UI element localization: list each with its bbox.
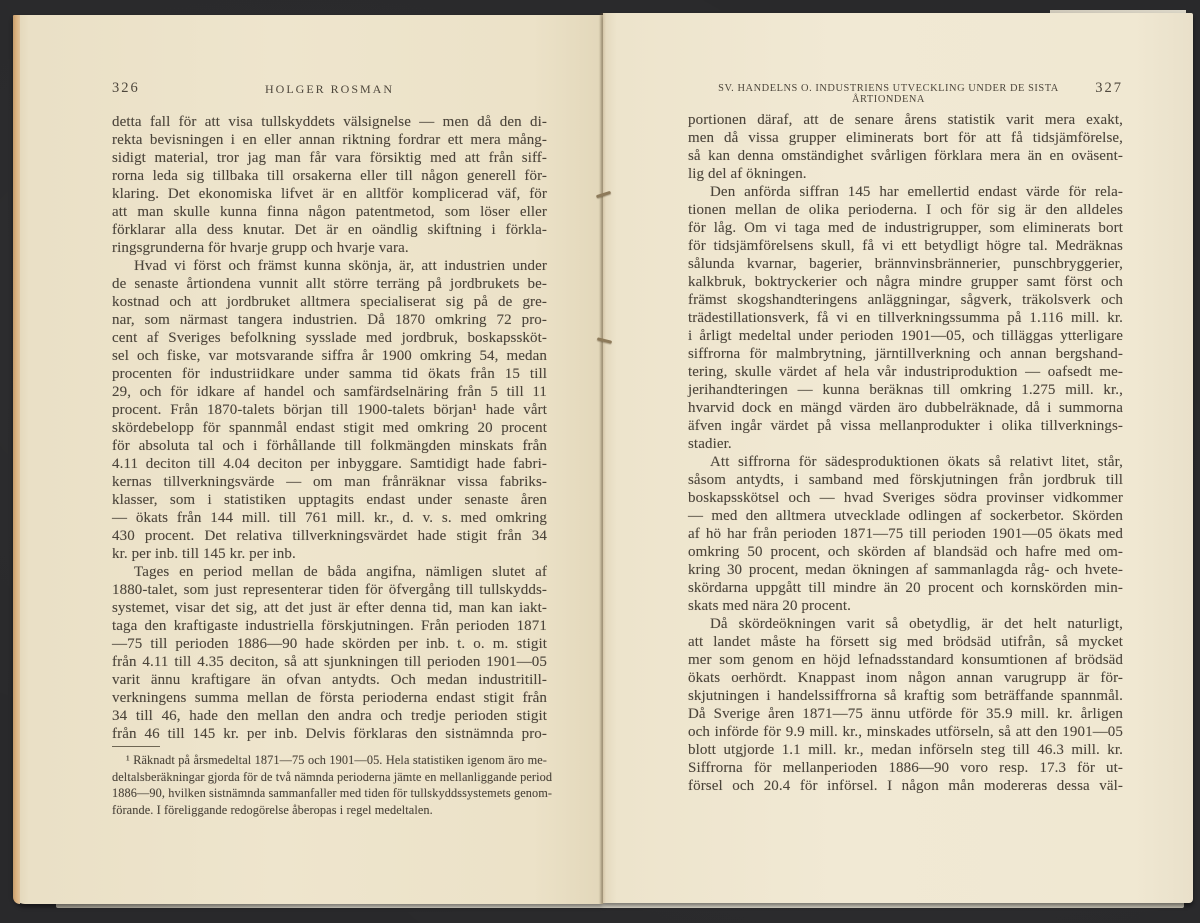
text-line: sidigt material, tror jag man får vara försiktig med att från siff- bbox=[112, 150, 547, 166]
text-line: kernas tillverkningsvärde — om man frånräknar vissa fabriks- bbox=[112, 474, 547, 490]
left-running-header-row bbox=[112, 82, 547, 98]
text-line: förklarar alla dess knutar. Det är en oändlig skiftning i förkla- bbox=[112, 222, 547, 238]
text-line: ringsgrunderna för hvarje grupp och hvarje vara. bbox=[112, 240, 409, 256]
text-line: kr. per inb. till 145 kr. per inb. bbox=[112, 546, 296, 562]
text-line: rekta bevisningen i en eller annan riktning fordrar ett mera mång- bbox=[112, 132, 547, 148]
text-line: — med den alltmera utvecklade odlingen af sockerbetor. Skörden bbox=[688, 508, 1123, 524]
text-line: Då skördeökningen varit så obetydlig, är det helt naturligt, bbox=[710, 616, 1123, 632]
right-page-body bbox=[688, 111, 1123, 795]
text-line: för låg. Om vi taga med de industrigrupper, som eliminerats bort bbox=[688, 220, 1123, 236]
text-line: — ökats från 144 mill. till 761 mill. kr., d. v. s. med omkring bbox=[112, 510, 547, 526]
footnote-rule bbox=[112, 746, 160, 747]
gutter-crease bbox=[599, 13, 606, 904]
text-line: men då vissa grupper eliminerats bort för att få tidsjämförelse, bbox=[688, 130, 1123, 146]
text-line: Den anförda siffran 145 har emellertid endast värde för rela- bbox=[710, 184, 1123, 200]
text-line: de senaste årtiondena vunnit allt större terräng på jordbrukets be- bbox=[112, 276, 547, 292]
text-line: boskapsskötsel och — hvad Sveriges södra provinser vidkommer bbox=[688, 490, 1123, 506]
text-line: Att siffrorna för sädesproduktionen ökats så relativt litet, står, bbox=[710, 454, 1123, 470]
text-line: skjutningen i handelssiffrorna så kraftig som beträffande spannmål. bbox=[688, 688, 1123, 704]
text-line: förande. I föreliggande redogörelse åberopas i regel medeltalen. bbox=[112, 802, 433, 817]
text-line: Då Sverige åren 1871—75 ännu utförde för 35.9 mill. kr. årligen bbox=[688, 706, 1123, 722]
text-line: jerihandteringen — kunna beräknas till omkring 1.275 mill. kr., bbox=[688, 382, 1123, 398]
text-line: rorna leda sig tillbaka till orsakerna eller till någon generell för- bbox=[112, 168, 547, 184]
text-line: taga den kraftigaste industriella förskjutningen. Från perioden 1871 bbox=[112, 618, 547, 634]
text-line: 430 procent. Det relativa tillverkningsvärdet hade stigit från 34 bbox=[112, 528, 547, 544]
page-number: 326 bbox=[112, 80, 140, 96]
text-line: blott utgjorde 1.1 mill. kr., medan införseln steg till 46.3 mill. kr. bbox=[688, 742, 1123, 758]
text-line: Tages en period mellan de båda angifna, nämligen slutet af bbox=[134, 564, 547, 580]
text-line: hvarvid dock en mängd värden äro dubbelräknade, då i summorna bbox=[688, 400, 1123, 416]
text-line: tionen mellan de olika perioderna. I och för sig är den alldeles bbox=[688, 202, 1123, 218]
text-line: stadier. bbox=[688, 436, 732, 452]
text-line: i årligt medeltal under perioden 1901—05, och tilläggas ytterligare bbox=[688, 328, 1123, 344]
right-running-header-row bbox=[688, 80, 1123, 105]
text-line: skats med nära 20 procent. bbox=[688, 598, 851, 614]
running-header: SV. HANDELNS O. INDUSTRIENS UTVECKLING UNDER DE SISTA ÅRTIONDENA bbox=[718, 83, 1059, 105]
text-line: äfven ingår värdet på vissa mellanprodukter i olika tillverknings- bbox=[688, 418, 1123, 434]
text-line: från 4.11 till 4.35 deciton, så att sjunkningen till perioden 1901—05 bbox=[112, 654, 547, 670]
text-line: deltalsberäkningar gjorda för de två nämnda perioderna jämte en mellanliggande period bbox=[112, 769, 553, 784]
left-page-body bbox=[112, 113, 547, 743]
running-header: HOLGER ROSMAN bbox=[264, 82, 394, 96]
text-line: 4.11 deciton till 4.04 deciton per inbyggare. Samtidigt hade fabri- bbox=[112, 456, 547, 472]
text-line: —75 till perioden 1886—90 hade skörden per inb. t. o. m. stigit bbox=[112, 636, 547, 652]
text-line: varit ännu kraftigare än ofvan antydts. Och medan industritill- bbox=[112, 672, 547, 688]
right-page bbox=[603, 13, 1193, 903]
text-line: procent. Från 1870-talets början till 1900-talets början¹ hade vårt bbox=[112, 402, 547, 418]
left-page-footnote bbox=[112, 752, 553, 818]
text-line: af hö har från perioden 1871—75 till perioden 1901—05 ökats med bbox=[688, 526, 1123, 542]
text-line: 1886—90, hvilken sistnämnda sammanfaller med tiden för tullskyddssystemets genom- bbox=[112, 786, 553, 800]
text-line: nar, som närmast tangera industrien. Då 1870 omkring 72 pro- bbox=[112, 312, 547, 328]
text-line: sålunda kvarnar, bagerier, brännvinsbrännerier, punschbryggerier, bbox=[688, 256, 1123, 272]
text-line: 29, och för idkare af handel och samfärdselnäring från 5 till 11 bbox=[112, 384, 547, 400]
text-line: detta fall för att visa tullskyddets välsignelse — men då den di- bbox=[112, 114, 547, 130]
text-line: att man skulle kunna finna någon patentmetod, som löser eller bbox=[112, 204, 547, 220]
text-line: skördebelopp för spannmål endast stigit med omkring 20 procent bbox=[112, 420, 547, 436]
text-line: kostnad och att jordbruket alltmera specialiserat sig på de gre- bbox=[112, 294, 547, 310]
text-line: Hvad vi först och främst kunna skönja, är, att industrien under bbox=[134, 258, 547, 274]
text-line: klasser, som i statistiken upptagits endast under senaste åren bbox=[112, 492, 547, 508]
text-line: tering, skulle värdet af hela vår industriproduktion — oafsedt me- bbox=[688, 364, 1123, 380]
text-line: skördarna uppgått till mindre än 20 procent och kornskörden min- bbox=[688, 580, 1123, 596]
text-line: cent af Sveriges befolkning sysslade med jordbruk, boskapssköt- bbox=[112, 330, 547, 346]
fore-edge bbox=[13, 15, 20, 904]
text-line: kring 30 procent, medan ökningen af sammanlagda råg- och hvete- bbox=[688, 562, 1123, 578]
text-line: från 46 till 145 kr. per inb. Delvis förklaras den sistnämnda pro- bbox=[112, 726, 547, 742]
text-line: och införde för 9.9 mill. kr., minskades utförseln, så att den 1901—05 bbox=[688, 724, 1123, 740]
text-line: mer som genom en höjd lefnadsstandard konsumtionen af brödsäd bbox=[688, 652, 1123, 668]
text-line: ¹ Räknadt på årsmedeltal 1871—75 och 1901—05. Hela statistiken igenom äro me- bbox=[126, 753, 547, 767]
text-line: så kan denna omständighet svårligen förklara mera än en oväsent- bbox=[688, 148, 1123, 164]
text-line: att landet måste ha försett sig med brödsäd utifrån, så mycket bbox=[688, 634, 1123, 650]
text-line: främst skogshandteringens anläggningar, sågverk, träkolsverk och bbox=[688, 292, 1123, 308]
text-line: lig del af ökningen. bbox=[688, 166, 807, 182]
text-line: för tidsjämförelsens skull, få vi ett betydligt högre tal. Medräknas bbox=[688, 238, 1123, 254]
text-line: för absoluta tal och i förhållande till folkmängden minskats från bbox=[112, 438, 547, 454]
text-line: verkningens summa mellan de första perioderna endast stigit från bbox=[112, 690, 547, 706]
text-line: ökats oerhördt. Knappast inom någon annan varugrupp är för- bbox=[688, 670, 1123, 686]
text-line: systemet, visar det sig, att det just är efter denna tid, man kan iakt- bbox=[112, 600, 547, 616]
text-line: såsom antydts, i samband med förskjutningen från jordbruk till bbox=[688, 472, 1123, 488]
text-line: siffrorna för malmbrytning, järntillverkning och annan bergshand- bbox=[688, 346, 1123, 362]
text-line: sel och fiske, var motsvarande siffra år 1900 omkring 54, medan bbox=[112, 348, 547, 364]
text-line: trädestillationsverk, få vi en tillverkningssumma på 1.116 mill. kr. bbox=[688, 310, 1123, 326]
text-line: 34 till 46, hade den mellan den andra och tredje perioden stigit bbox=[112, 708, 547, 724]
text-line: Siffrorna för mellanperioden 1886—90 voro resp. 17.3 för ut- bbox=[688, 760, 1123, 776]
text-line: procenten för industriidkare under samma tid ökats från 15 till bbox=[112, 366, 547, 382]
text-line: klaring. Det ekonomiska lifvet är en alltför komplicerad väf, för bbox=[112, 186, 547, 202]
text-line: kalkbruk, boktryckerier och några mindre grupper samt först och bbox=[688, 274, 1123, 290]
page-number: 327 bbox=[1095, 80, 1123, 96]
text-line: försel och 20.4 för införsel. I någon mån modereras dessa väl- bbox=[688, 778, 1123, 794]
text-line: omkring 50 procent, och skörden af blandsäd och hafre med om- bbox=[688, 544, 1123, 560]
left-page bbox=[13, 15, 603, 904]
text-line: portionen däraf, att de senare årens statistik varit mera exakt, bbox=[688, 112, 1123, 128]
text-line: 1880-talet, som just representerar tiden för öfvergång till tullskydds- bbox=[112, 582, 547, 598]
